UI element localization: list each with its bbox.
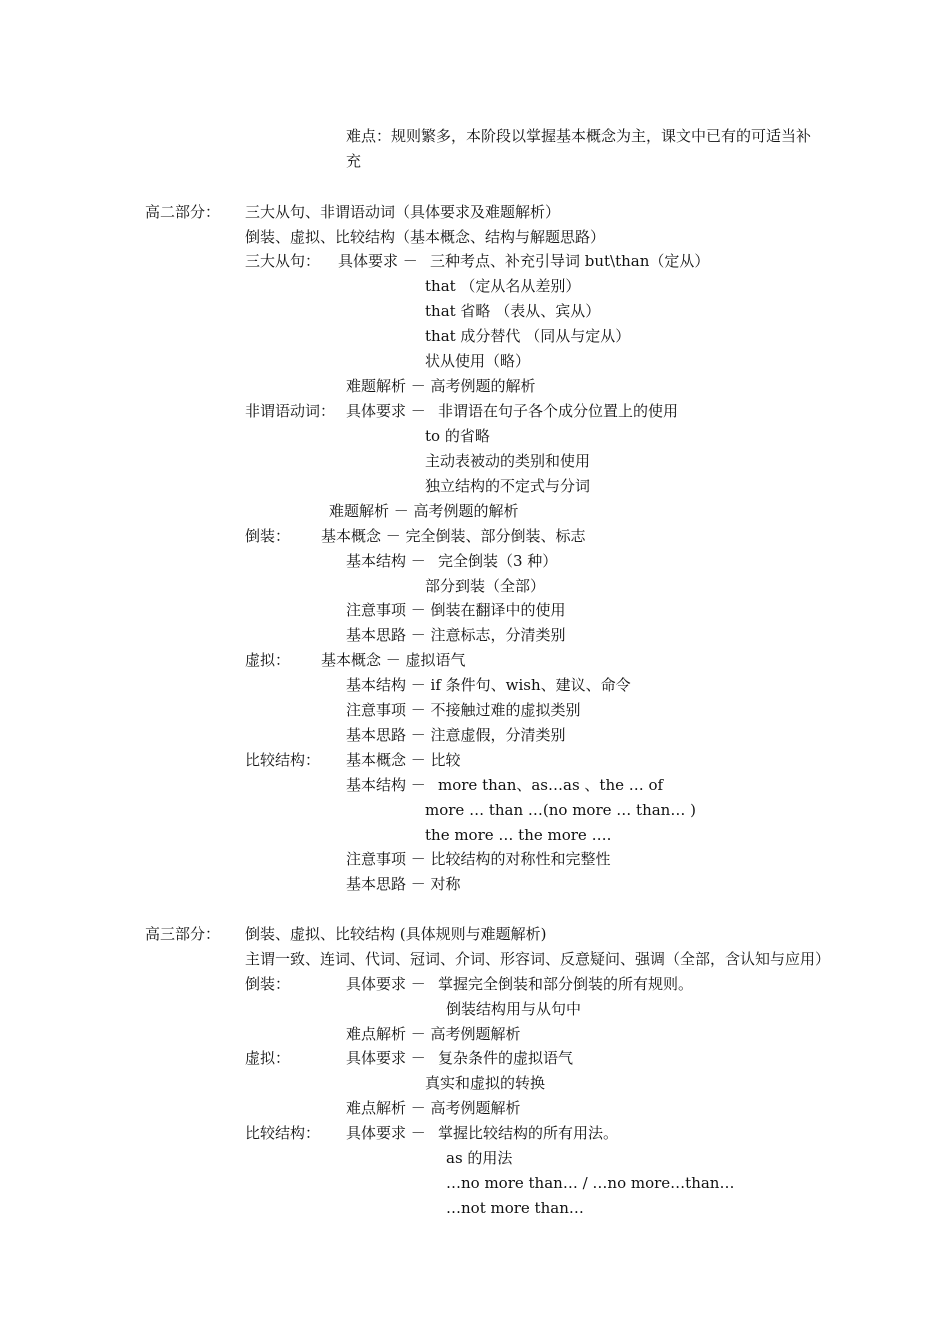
note-line: 注意事项 － 不接触过难的虚拟类别 [346, 701, 581, 719]
topic-label-comparison: 比较结构： [245, 1124, 321, 1142]
g3-summary-2: 主谓一致、连词、代词、冠词、介词、形容词、反意疑问、强调（全部，含认知与应用） [245, 950, 831, 968]
list-item: 倒装结构用与从句中 [446, 1000, 582, 1018]
list-item: …no more than… / …no more…than… [446, 1174, 735, 1192]
structure-label: 基本结构 － [346, 776, 426, 794]
topic-label-comparison: 比较结构： [245, 751, 321, 769]
g3-summary-1: 倒装、虚拟、比较结构 (具体规则与难题解析) [245, 925, 547, 943]
list-item: 复杂条件的虚拟语气 [438, 1049, 574, 1067]
diff-line: 难点解析 － 高考例题解析 [346, 1099, 521, 1117]
list-item: 部分到装（全部） [425, 577, 546, 595]
topic-label-nonfinite: 非谓语动词： [245, 402, 336, 420]
section-heading-g2: 高二部分： [145, 203, 221, 221]
note-line: 注意事项 － 倒装在翻译中的使用 [346, 601, 566, 619]
list-item: that 省略 （表从、宾从） [425, 302, 601, 320]
g2-summary-1: 三大从句、非谓语动词（具体要求及难题解析） [245, 203, 561, 221]
list-item: 掌握比较结构的所有用法。 [438, 1124, 619, 1142]
approach-line: 基本思路 － 对称 [346, 875, 461, 893]
section-heading-g3: 高三部分： [145, 925, 221, 943]
concept-line: 基本概念 － 虚拟语气 [321, 651, 466, 669]
intro-line: 难点：规则繁多，本阶段以掌握基本概念为主，课文中已有的可适当补 [346, 127, 812, 145]
list-item: to 的省略 [425, 427, 490, 445]
structure-label: 基本结构 － [346, 552, 426, 570]
list-item: …not more than… [446, 1199, 584, 1217]
req-label: 具体要求 － [346, 1049, 426, 1067]
list-item: as 的用法 [446, 1149, 513, 1167]
req-label: 具体要求 － [338, 252, 418, 270]
list-item: 独立结构的不定式与分词 [425, 477, 591, 495]
req-label: 具体要求 － [346, 402, 426, 420]
topic-label-subjunctive: 虚拟： [245, 651, 291, 669]
approach-line: 基本思路 － 注意标志，分清类别 [346, 626, 566, 644]
g2-summary-2: 倒装、虚拟、比较结构（基本概念、结构与解题思路） [245, 228, 606, 246]
topic-label-inversion: 倒装： [245, 975, 291, 993]
concept-line: 基本概念 － 比较 [346, 751, 461, 769]
list-item: 三种考点、补充引导词 but\than（定从） [430, 252, 710, 270]
list-item: 主动表被动的类别和使用 [425, 452, 591, 470]
list-item: more than、as…as 、the … of [438, 776, 664, 794]
diff-line: 难题解析 － 高考例题的解析 [346, 377, 536, 395]
list-item: more … than …(no more … than… ) [425, 801, 696, 819]
topic-label-inversion: 倒装： [245, 527, 291, 545]
req-label: 具体要求 － [346, 1124, 426, 1142]
list-item: 掌握完全倒装和部分倒装的所有规则。 [438, 975, 694, 993]
diff-line: 难题解析 － 高考例题的解析 [329, 502, 519, 520]
list-item: 状从使用（略） [425, 352, 531, 370]
req-label: 具体要求 － [346, 975, 426, 993]
list-item: 完全倒装（3 种） [438, 552, 558, 570]
intro-line-cont: 充 [346, 152, 362, 170]
list-item: 非谓语在句子各个成分位置上的使用 [438, 402, 679, 420]
list-item: that 成分替代 （同从与定从） [425, 327, 631, 345]
topic-label-subjunctive: 虚拟： [245, 1049, 291, 1067]
list-item: the more … the more …. [425, 826, 612, 844]
note-line: 注意事项 － 比较结构的对称性和完整性 [346, 850, 611, 868]
concept-line: 基本概念 － 完全倒装、部分倒装、标志 [321, 527, 586, 545]
structure-line: 基本结构 － if 条件句、wish、建议、命令 [346, 676, 631, 694]
topic-label-clauses: 三大从句： [245, 252, 321, 270]
diff-line: 难点解析 － 高考例题解析 [346, 1025, 521, 1043]
list-item: that （定从名从差别） [425, 277, 581, 295]
approach-line: 基本思路 － 注意虚假，分清类别 [346, 726, 566, 744]
list-item: 真实和虚拟的转换 [425, 1074, 546, 1092]
